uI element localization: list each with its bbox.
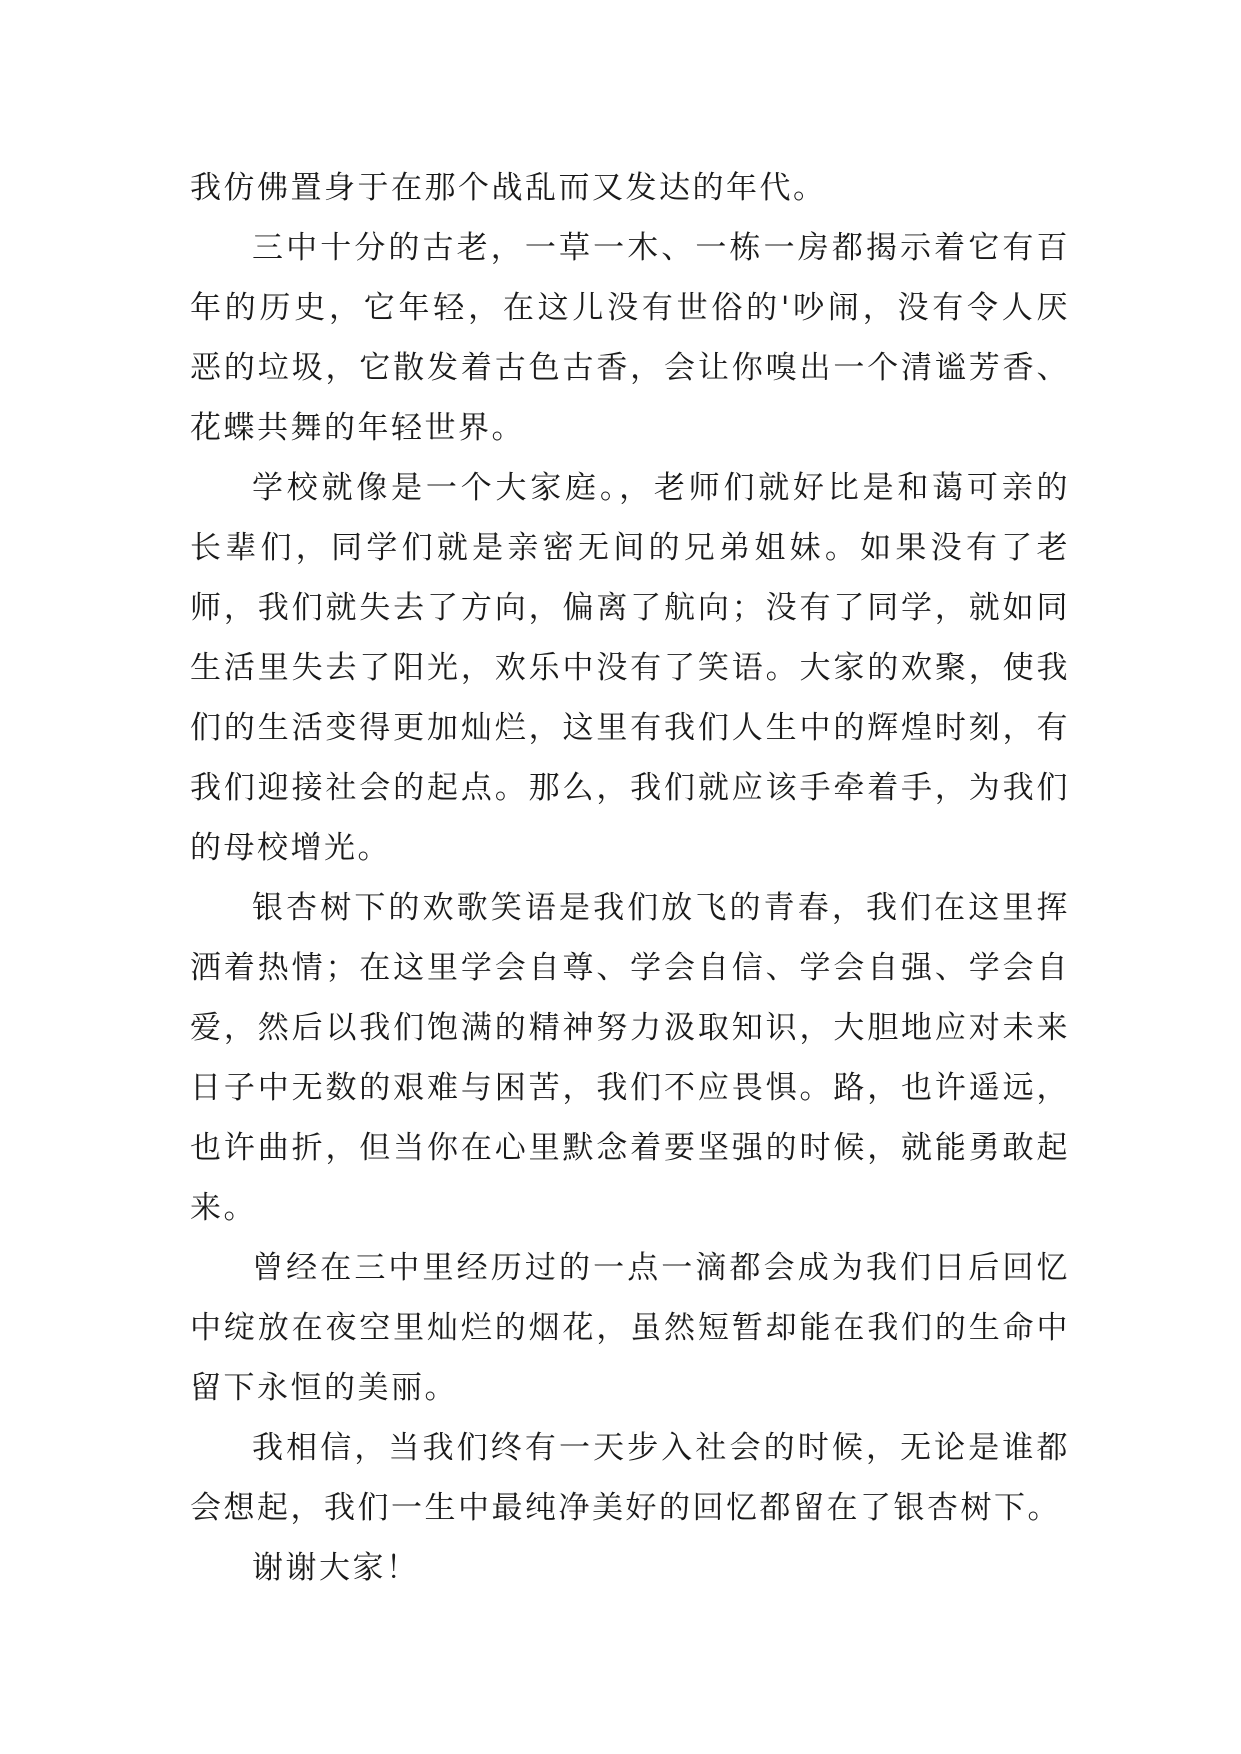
paragraph-2: 三中十分的古老，一草一木、一栋一房都揭示着它有百年的历史，它年轻，在这儿没有世俗的'吵闹，没有令人厌恶的垃圾，它散发着古色古香，会让你嗅出一个清谧芳香、花蝶共舞的年轻世界。 bbox=[190, 230, 1070, 446]
paragraph-6: 我相信，当我们终有一天步入社会的时候，无论是谁都会想起，我们一生中最纯净美好的回忆都留在了银杏树下。 bbox=[190, 1430, 1070, 1526]
paragraph-4: 银杏树下的欢歌笑语是我们放飞的青春，我们在这里挥洒着热情；在这里学会自尊、学会自信、学会自强、学会自爱，然后以我们饱满的精神努力汲取知识，大胆地应对未来日子中无数的艰难与困苦，我们不应畏惧。路，也许遥远，也许曲折，但当你在心里默念着要坚强的时候，就能勇敢起来。 bbox=[190, 890, 1070, 1226]
paragraph-5: 曾经在三中里经历过的一点一滴都会成为我们日后回忆中绽放在夜空里灿烂的烟花，虽然短暂却能在我们的生命中留下永恒的美丽。 bbox=[190, 1250, 1070, 1406]
paragraph-3: 学校就像是一个大家庭。，老师们就好比是和蔼可亲的长辈们，同学们就是亲密无间的兄弟姐妹。如果没有了老师，我们就失去了方向，偏离了航向；没有了同学，就如同生活里失去了阳光，欢乐中没有了笑语。大家的欢聚，使我们的生活变得更加灿烂，这里有我们人生中的辉煌时刻，有我们迎接社会的起点。那么，我们就应该手牵着手，为我们的母校增光。 bbox=[190, 470, 1070, 866]
paragraph-1: 我仿佛置身于在那个战乱而又发达的年代。 bbox=[190, 170, 827, 206]
paragraph-7: 谢谢大家！ bbox=[252, 1550, 420, 1586]
document-body bbox=[190, 158, 1070, 1598]
